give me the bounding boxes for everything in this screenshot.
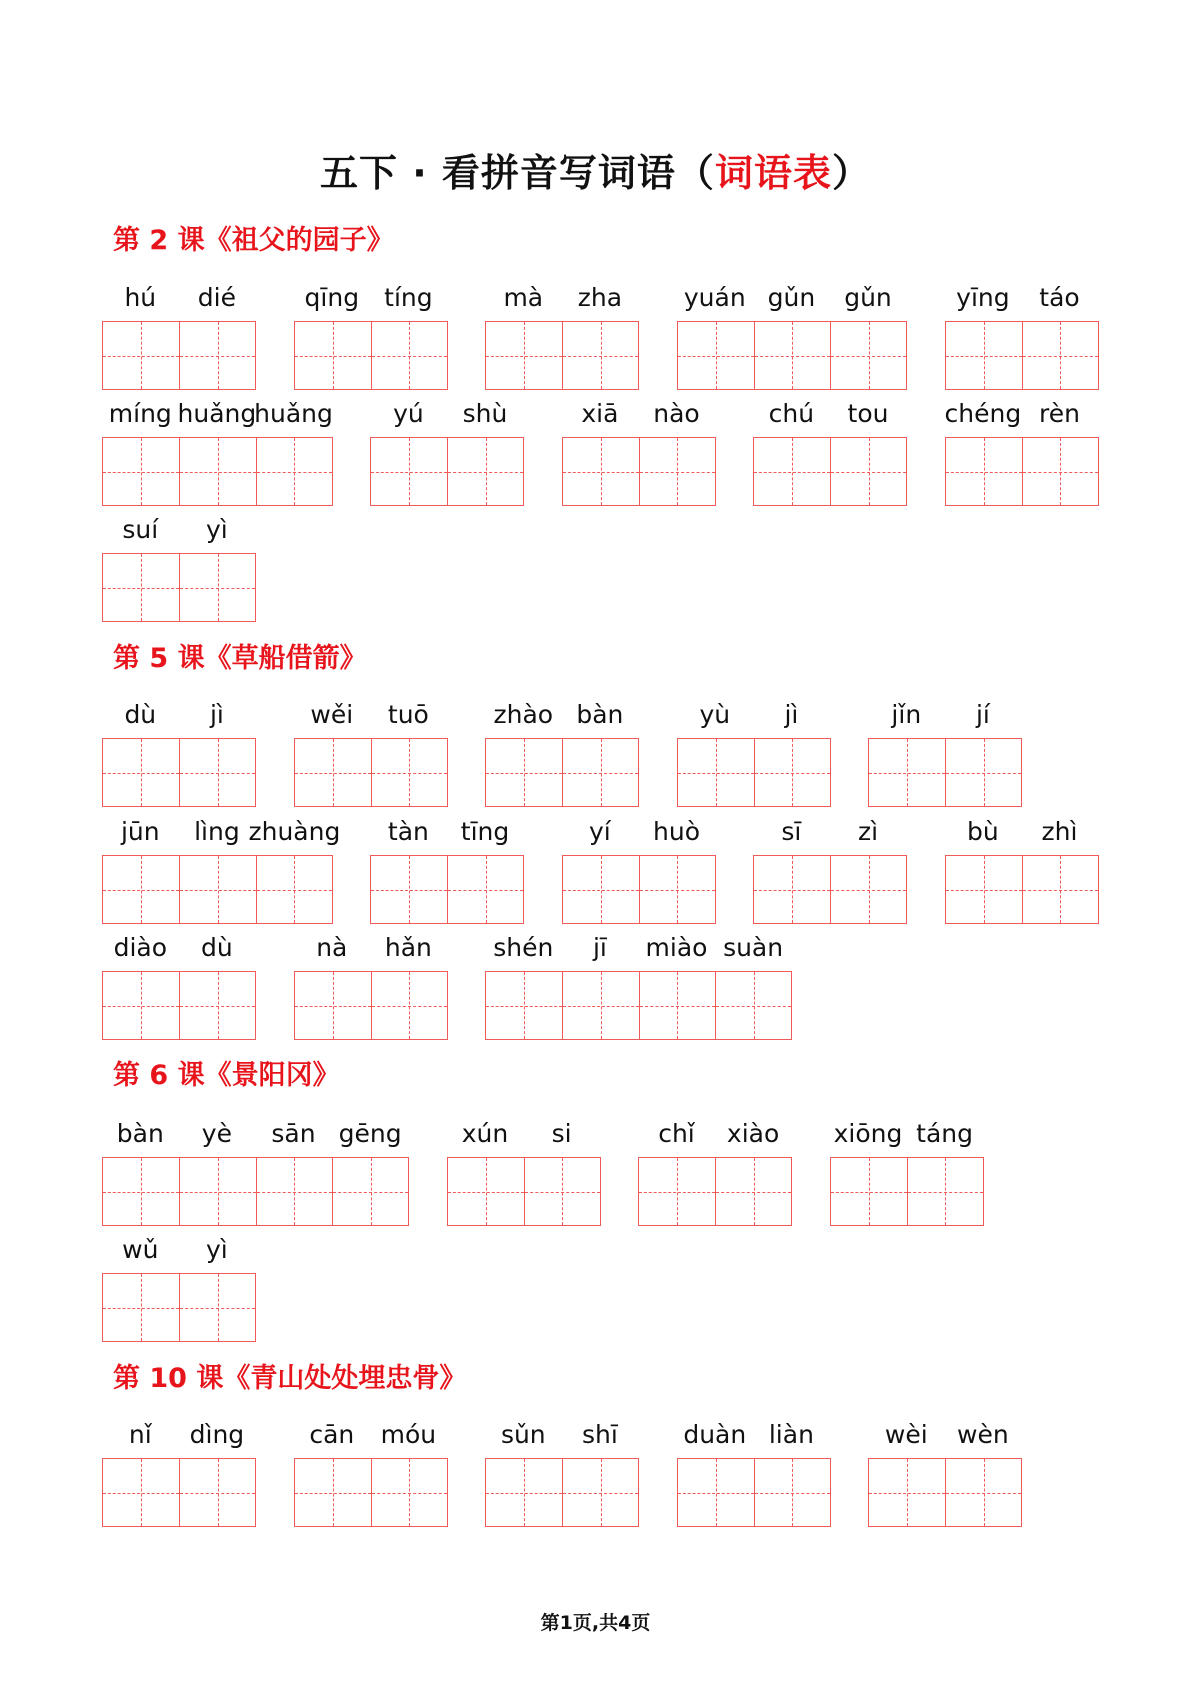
tianzige-cell[interactable] (754, 322, 830, 389)
pinyin-label: zhuàng (248, 817, 341, 846)
tianzige-cell[interactable] (678, 739, 754, 806)
pinyin-label: suàn (723, 933, 784, 962)
tianzige-cell[interactable] (179, 856, 255, 923)
writing-grid[interactable] (102, 321, 256, 390)
tianzige-cell[interactable] (945, 1459, 1021, 1526)
tianzige-cell[interactable] (830, 856, 906, 923)
tianzige-cell[interactable] (179, 1274, 255, 1341)
pinyin-label: xiōng (833, 1119, 903, 1148)
writing-grid[interactable] (102, 1458, 256, 1527)
writing-grid[interactable] (370, 437, 524, 506)
tianzige-cell[interactable] (486, 1459, 562, 1526)
writing-grid[interactable] (485, 738, 639, 807)
pinyin-label: miào (645, 933, 708, 962)
writing-grid[interactable] (102, 1157, 409, 1226)
writing-grid[interactable] (485, 971, 792, 1040)
tianzige-cell[interactable] (103, 856, 179, 923)
pinyin-label: duàn (683, 1420, 747, 1449)
lesson-title: 第 2 课《祖父的园子》 (113, 225, 394, 256)
pinyin-label: yú (393, 399, 424, 428)
tianzige-cell[interactable] (946, 438, 1022, 505)
pinyin-label: míng (108, 399, 172, 428)
tianzige-cell[interactable] (486, 972, 562, 1039)
tianzige-cell[interactable] (103, 1158, 179, 1225)
tianzige-cell[interactable] (639, 856, 715, 923)
tianzige-cell[interactable] (447, 856, 523, 923)
writing-grid[interactable] (677, 1458, 831, 1527)
tianzige-cell[interactable] (715, 972, 791, 1039)
tianzige-cell[interactable] (332, 1158, 408, 1225)
pinyin-label: jì (784, 700, 799, 729)
pinyin-label: tou (847, 399, 889, 428)
pinyin-label: zhào (493, 700, 554, 729)
pinyin-label: gǔn (844, 283, 892, 312)
tianzige-cell[interactable] (562, 739, 638, 806)
tianzige-cell[interactable] (754, 1459, 830, 1526)
writing-grid[interactable] (485, 321, 639, 390)
tianzige-cell[interactable] (1022, 856, 1098, 923)
pinyin-label: gēng (338, 1119, 402, 1148)
pinyin-label: xiā (581, 399, 619, 428)
pinyin-label: sǔn (500, 1420, 546, 1449)
tianzige-cell[interactable] (295, 739, 371, 806)
pinyin-label: xún (461, 1119, 509, 1148)
page-title (0, 142, 1191, 197)
title-text: 五下 · 看拼音写词语（ (320, 151, 715, 195)
pinyin-label: qīng (304, 283, 360, 312)
tianzige-cell[interactable] (946, 856, 1022, 923)
pinyin-label: tīng (460, 817, 510, 846)
lesson-title: 第 6 课《景阳冈》 (113, 1060, 340, 1091)
writing-grid[interactable] (485, 1458, 639, 1527)
tianzige-cell[interactable] (103, 438, 179, 505)
tianzige-cell[interactable] (371, 739, 447, 806)
tianzige-cell[interactable] (448, 1158, 524, 1225)
tianzige-cell[interactable] (371, 972, 447, 1039)
writing-grid[interactable] (102, 437, 333, 506)
writing-grid[interactable] (102, 1273, 256, 1342)
pinyin-label: chú (768, 399, 815, 428)
tianzige-cell[interactable] (639, 438, 715, 505)
pinyin-label: huǎng (254, 399, 333, 428)
tianzige-cell[interactable] (563, 438, 639, 505)
tianzige-cell[interactable] (524, 1158, 600, 1225)
tianzige-cell[interactable] (179, 438, 255, 505)
pinyin-label: zì (857, 817, 879, 846)
tianzige-cell[interactable] (103, 322, 179, 389)
pinyin-label: shù (462, 399, 508, 428)
writing-grid[interactable] (677, 321, 908, 390)
tianzige-cell[interactable] (371, 856, 447, 923)
lesson-title: 第 10 课《青山处处埋忠骨》 (113, 1363, 467, 1394)
pinyin-label: si (551, 1119, 572, 1148)
pinyin-label: zhì (1041, 817, 1078, 846)
tianzige-cell[interactable] (678, 322, 754, 389)
writing-grid[interactable] (562, 855, 716, 924)
tianzige-cell[interactable] (486, 739, 562, 806)
tianzige-cell[interactable] (179, 972, 255, 1039)
tianzige-cell[interactable] (563, 856, 639, 923)
pinyin-label: diào (113, 933, 168, 962)
pinyin-label: dù (201, 933, 233, 962)
pinyin-label: shén (493, 933, 554, 962)
pinyin-label: suí (122, 515, 159, 544)
pinyin-label: yì (206, 1235, 228, 1264)
pinyin-label: dié (197, 283, 236, 312)
writing-grid[interactable] (945, 321, 1099, 390)
pinyin-label: liàn (768, 1420, 814, 1449)
writing-grid[interactable] (562, 437, 716, 506)
pinyin-label: jí (975, 700, 990, 729)
tianzige-cell[interactable] (179, 1459, 255, 1526)
tianzige-cell[interactable] (256, 856, 332, 923)
writing-grid[interactable] (294, 738, 448, 807)
tianzige-cell[interactable] (103, 739, 179, 806)
pinyin-label: dù (124, 700, 157, 729)
pinyin-label: móu (380, 1420, 437, 1449)
writing-grid[interactable] (753, 437, 907, 506)
pinyin-label: wǔ (122, 1235, 159, 1264)
tianzige-cell[interactable] (371, 322, 447, 389)
pinyin-label: hú (124, 283, 157, 312)
tianzige-cell[interactable] (946, 322, 1022, 389)
pinyin-label: yù (699, 700, 731, 729)
pinyin-label: dìng (189, 1420, 245, 1449)
pinyin-label: sī (781, 817, 802, 846)
tianzige-cell[interactable] (295, 322, 371, 389)
pinyin-label: yè (201, 1119, 232, 1148)
pinyin-label: táo (1039, 283, 1080, 312)
pinyin-label: huò (653, 817, 700, 846)
tianzige-cell[interactable] (562, 322, 638, 389)
lesson-title: 第 5 课《草船借箭》 (113, 643, 367, 674)
pinyin-label: táng (916, 1119, 974, 1148)
writing-grid[interactable] (370, 855, 524, 924)
title-highlight: 词语表 (714, 151, 832, 195)
pinyin-label: nǐ (128, 1420, 152, 1449)
tianzige-cell[interactable] (907, 1158, 983, 1225)
tianzige-cell[interactable] (1022, 438, 1098, 505)
pinyin-label: yuán (683, 283, 746, 312)
pinyin-label: tàn (387, 817, 429, 846)
tianzige-cell[interactable] (945, 739, 1021, 806)
pinyin-label: wèi (884, 1420, 928, 1449)
pinyin-label: yí (589, 817, 611, 846)
tianzige-cell[interactable] (179, 554, 255, 621)
tianzige-cell[interactable] (562, 972, 638, 1039)
tianzige-cell[interactable] (754, 739, 830, 806)
tianzige-cell[interactable] (754, 856, 830, 923)
pinyin-label: shī (581, 1420, 618, 1449)
pinyin-label: nà (316, 933, 348, 962)
tianzige-cell[interactable] (830, 438, 906, 505)
writing-grid[interactable] (677, 738, 831, 807)
tianzige-cell[interactable] (103, 1274, 179, 1341)
writing-grid[interactable] (102, 855, 333, 924)
tianzige-cell[interactable] (1022, 322, 1098, 389)
tianzige-cell[interactable] (830, 322, 906, 389)
pinyin-label: gǔn (767, 283, 816, 312)
tianzige-cell[interactable] (256, 1158, 332, 1225)
tianzige-cell[interactable] (869, 1459, 945, 1526)
pinyin-label: yīng (956, 283, 1010, 312)
tianzige-cell[interactable] (831, 1158, 907, 1225)
tianzige-cell[interactable] (295, 1459, 371, 1526)
pinyin-label: tuō (387, 700, 429, 729)
tianzige-cell[interactable] (179, 739, 255, 806)
writing-grid[interactable] (294, 971, 448, 1040)
writing-grid[interactable] (102, 971, 256, 1040)
title-end: ） (831, 151, 871, 195)
writing-grid[interactable] (945, 855, 1099, 924)
writing-grid[interactable] (945, 437, 1099, 506)
pinyin-label: nào (653, 399, 700, 428)
tianzige-cell[interactable] (639, 1158, 715, 1225)
tianzige-cell[interactable] (103, 554, 179, 621)
pinyin-label: jī (592, 933, 607, 962)
pinyin-label: jūn (120, 817, 160, 846)
tianzige-cell[interactable] (103, 972, 179, 1039)
writing-grid[interactable] (868, 738, 1022, 807)
pinyin-label: yì (206, 515, 228, 544)
tianzige-cell[interactable] (639, 972, 715, 1039)
writing-grid[interactable] (447, 1157, 601, 1226)
pinyin-label: xiào (726, 1119, 780, 1148)
pinyin-label: zha (577, 283, 623, 312)
writing-grid[interactable] (753, 855, 907, 924)
pinyin-label: bàn (576, 700, 624, 729)
pinyin-label: cān (309, 1420, 355, 1449)
tianzige-cell[interactable] (715, 1158, 791, 1225)
writing-grid[interactable] (102, 738, 256, 807)
tianzige-cell[interactable] (179, 322, 255, 389)
pinyin-label: sān (271, 1119, 316, 1148)
tianzige-cell[interactable] (447, 438, 523, 505)
tianzige-cell[interactable] (678, 1459, 754, 1526)
pinyin-label: bàn (116, 1119, 164, 1148)
writing-grid[interactable] (868, 1458, 1022, 1527)
pinyin-label: jǐn (891, 700, 922, 729)
pinyin-label: wěi (310, 700, 354, 729)
pinyin-label: chǐ (658, 1119, 695, 1148)
tianzige-cell[interactable] (562, 1459, 638, 1526)
pinyin-label: bù (967, 817, 999, 846)
pinyin-label: hǎn (384, 933, 432, 962)
writing-grid[interactable] (294, 321, 448, 390)
tianzige-cell[interactable] (295, 972, 371, 1039)
pinyin-label: jì (209, 700, 224, 729)
page-number: 第1页,共4页 (540, 1612, 651, 1634)
writing-grid[interactable] (102, 553, 256, 622)
tianzige-cell[interactable] (256, 438, 332, 505)
pinyin-label: lìng (194, 817, 240, 846)
tianzige-cell[interactable] (754, 438, 830, 505)
writing-grid[interactable] (638, 1157, 792, 1226)
tianzige-cell[interactable] (371, 438, 447, 505)
tianzige-cell[interactable] (486, 322, 562, 389)
tianzige-cell[interactable] (371, 1459, 447, 1526)
pinyin-label: tíng (384, 283, 433, 312)
tianzige-cell[interactable] (869, 739, 945, 806)
writing-grid[interactable] (294, 1458, 448, 1527)
tianzige-cell[interactable] (103, 1459, 179, 1526)
tianzige-cell[interactable] (179, 1158, 255, 1225)
pinyin-label: chéng (944, 399, 1022, 428)
writing-grid[interactable] (830, 1157, 984, 1226)
pinyin-label: wèn (957, 1420, 1009, 1449)
pinyin-label: mà (503, 283, 544, 312)
pinyin-label: rèn (1039, 399, 1080, 428)
pinyin-label: huǎng (177, 399, 257, 428)
